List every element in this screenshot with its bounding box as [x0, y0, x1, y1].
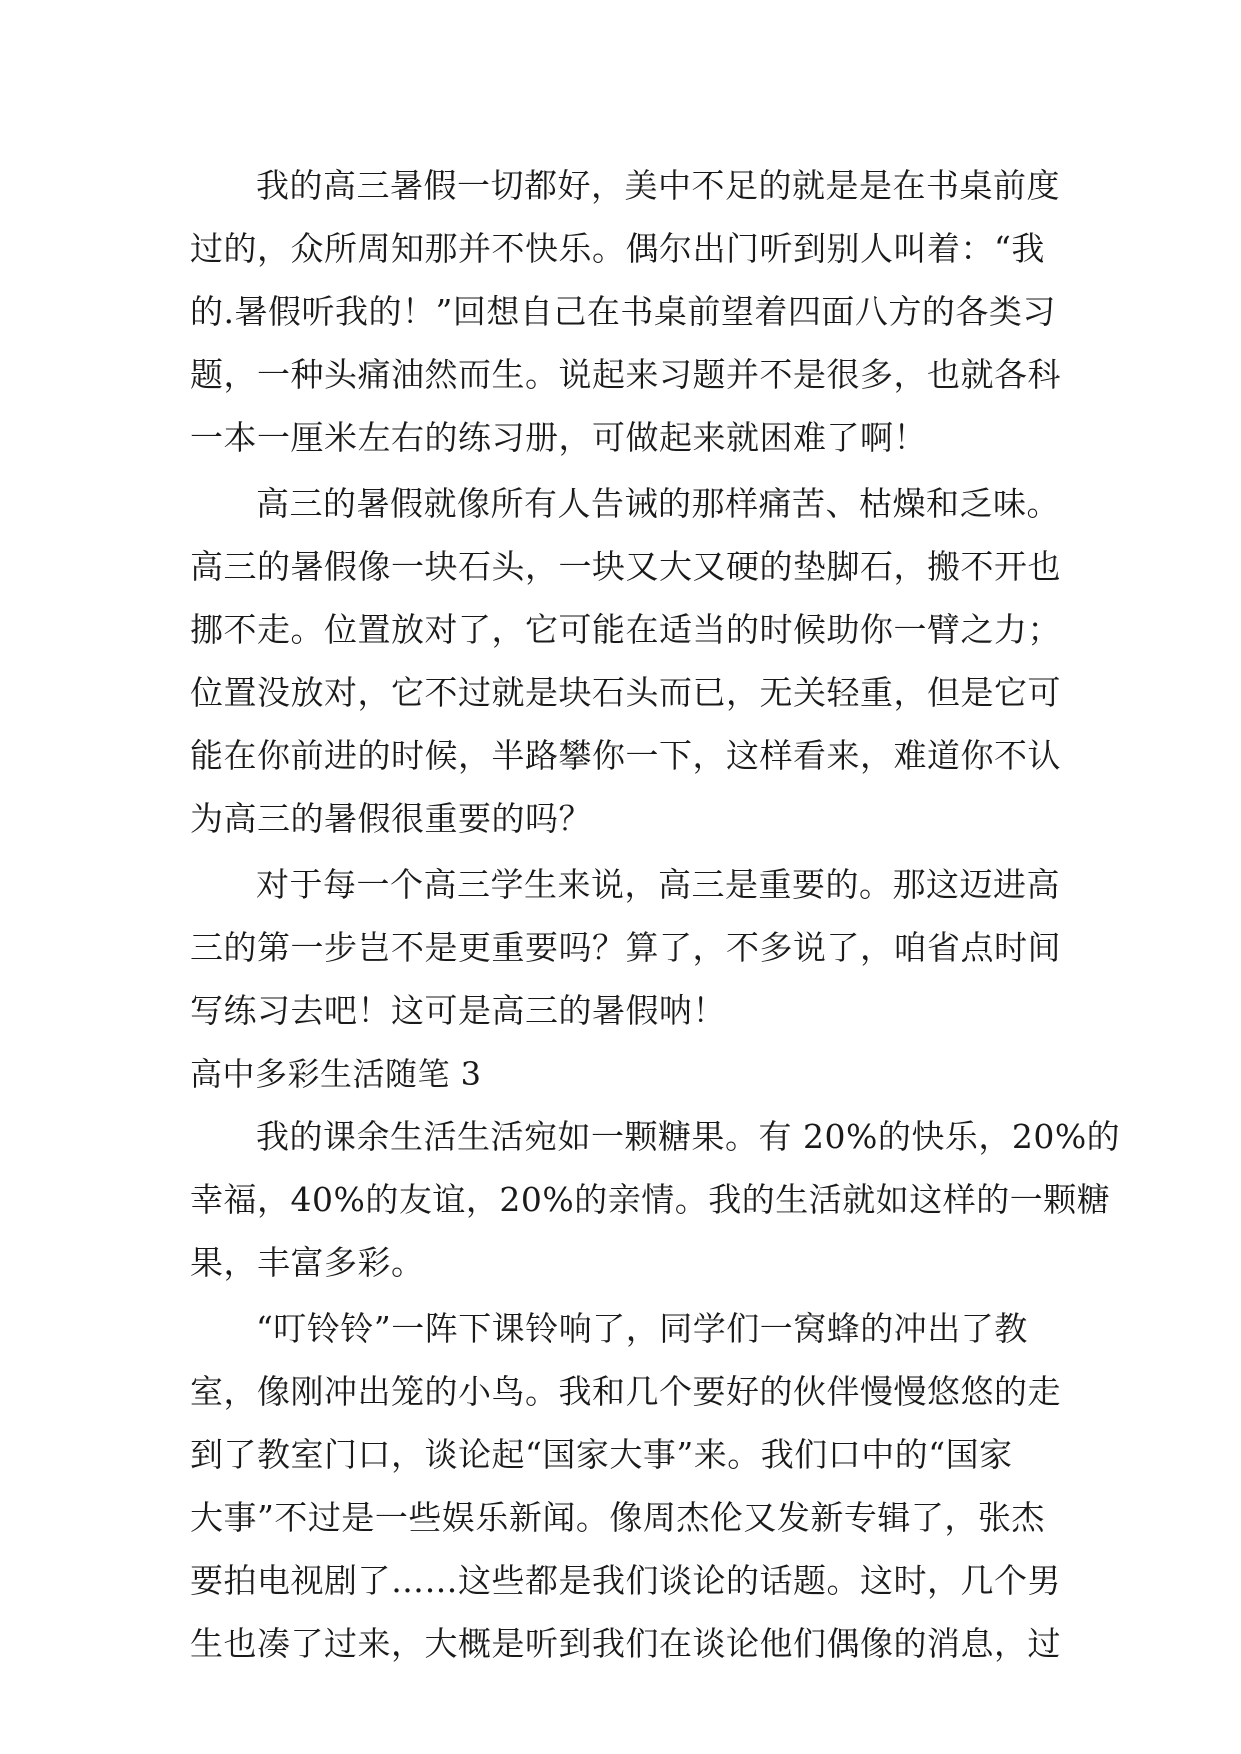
- paragraph-4-line-1: 我的课余生活生活宛如一颗糖果。有 20%的快乐，20%的: [256, 1117, 1121, 1156]
- paragraph-2-line-3: 挪不走。位置放对了，它可能在适当的时候助你一臂之力；: [190, 610, 1061, 649]
- paragraph-1-line-4: 题，一种头痛油然而生。说起来习题并不是很多，也就各科: [190, 355, 1061, 394]
- paragraph-1-line-1: 我的高三暑假一切都好，美中不足的就是是在书桌前度: [256, 166, 1060, 205]
- paragraph-2-line-6: 为高三的暑假很重要的吗？: [190, 799, 592, 838]
- paragraph-3-line-2: 三的第一步岂不是更重要吗？算了，不多说了，咱省点时间: [190, 928, 1061, 967]
- paragraph-5-line-3: 到了教室门口，谈论起“国家大事”来。我们口中的“国家: [190, 1435, 1013, 1474]
- paragraph-5-line-5: 要拍电视剧了……这些都是我们谈论的话题。这时，几个男: [190, 1561, 1061, 1600]
- paragraph-3-line-3: 写练习去吧！这可是高三的暑假呐！: [190, 991, 726, 1030]
- paragraph-2-line-2: 高三的暑假像一块石头，一块又大又硬的垫脚石，搬不开也: [190, 547, 1061, 586]
- paragraph-1-line-5: 一本一厘米左右的练习册，可做起来就困难了啊！: [190, 418, 927, 457]
- paragraph-2-line-5: 能在你前进的时候，半路攀你一下，这样看来，难道你不认: [190, 736, 1061, 775]
- section-heading: 高中多彩生活随笔 3: [190, 1055, 482, 1093]
- paragraph-1-line-2: 过的，众所周知那并不快乐。偶尔出门听到别人叫着：“我: [190, 229, 1045, 268]
- paragraph-5-line-2: 室，像刚冲出笼的小鸟。我和几个要好的伙伴慢慢悠悠的走: [190, 1372, 1061, 1411]
- paragraph-5-line-6: 生也凑了过来，大概是听到我们在谈论他们偶像的消息，过: [190, 1624, 1061, 1663]
- paragraph-2-line-1: 高三的暑假就像所有人告诫的那样痛苦、枯燥和乏味。: [256, 484, 1060, 523]
- paragraph-5-line-4: 大事”不过是一些娱乐新闻。像周杰伦又发新专辑了，张杰: [190, 1498, 1045, 1537]
- paragraph-5-line-1: “叮铃铃”一阵下课铃响了，同学们一窝蜂的冲出了教: [256, 1309, 1028, 1348]
- paragraph-4-line-2: 幸福，40%的友谊，20%的亲情。我的生活就如这样的一颗糖: [190, 1180, 1111, 1219]
- paragraph-4-line-3: 果，丰富多彩。: [190, 1243, 425, 1282]
- paragraph-3-line-1: 对于每一个高三学生来说，高三是重要的。那这迈进高: [256, 865, 1060, 904]
- paragraph-1-line-3: 的.暑假听我的！”回想自己在书桌前望着四面八方的各类习: [190, 292, 1056, 331]
- paragraph-2-line-4: 位置没放对，它不过就是块石头而已，无关轻重，但是它可: [190, 673, 1061, 712]
